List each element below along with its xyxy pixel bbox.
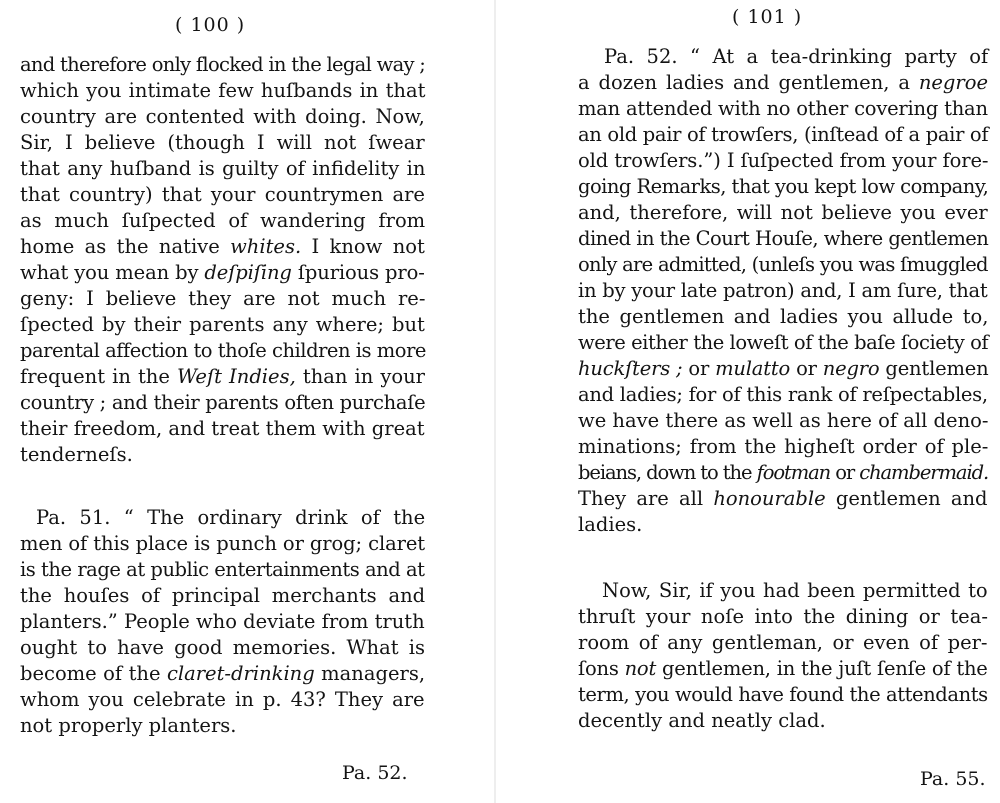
italic-span: claret-drinking xyxy=(166,662,315,685)
text-line xyxy=(20,234,425,260)
text-line: men of this place is punch or grog; claret xyxy=(20,532,426,555)
text-line: planters.” People who deviate from truth xyxy=(20,610,425,633)
text-span: gentlemen and xyxy=(825,487,988,510)
text-line: ſpected by their parents any where; but xyxy=(20,313,425,336)
text-line xyxy=(20,260,425,286)
text-line: country are contented with doing. Now, xyxy=(20,105,425,128)
text-span: home as the native xyxy=(20,235,231,258)
text-line xyxy=(578,70,988,96)
text-line: and, therefore, will not believe you ever xyxy=(578,201,988,224)
text-span: or xyxy=(682,357,716,380)
text-line: Pa. 52. “ At a tea-drinking party of xyxy=(604,45,989,68)
italic-span: honourable xyxy=(713,487,826,510)
text-span: gentlemen xyxy=(879,357,989,380)
italic-span: Weſt Indies, xyxy=(176,365,296,388)
text-line xyxy=(20,364,425,390)
text-line: the gentlemen and ladies you allude to, xyxy=(578,305,989,328)
text-line xyxy=(578,356,988,382)
italic-span: mulatto xyxy=(715,357,791,380)
text-line: were either the loweſt of the baſe ſociety of xyxy=(578,331,989,354)
text-span: what you mean by xyxy=(20,261,205,284)
text-line: and therefore only flocked in the legal way ; xyxy=(20,53,426,76)
text-line: parental affection to thoſe children is more xyxy=(20,339,426,362)
left-page xyxy=(0,0,490,803)
italic-span: footman xyxy=(756,461,831,484)
italic-span: negroe xyxy=(918,71,989,94)
text-line: is the rage at public entertainments and at xyxy=(20,558,425,581)
text-line: in by your late patron) and, I am ſure, that xyxy=(578,279,988,302)
text-line: ladies. xyxy=(578,513,643,536)
text-span: become of the xyxy=(20,662,167,685)
text-line: only are admitted, (unleſs you was ſmuggled xyxy=(578,253,988,276)
italic-span: negro xyxy=(822,357,880,380)
text-span: ſpurious pro- xyxy=(291,261,425,284)
text-line: we have there as well as here of all deno- xyxy=(578,409,989,432)
text-line: decently and neatly clad. xyxy=(578,709,826,732)
text-line: Pa. 51. “ The ordinary drink of the xyxy=(36,506,426,529)
text-line: not properly planters. xyxy=(20,714,237,737)
text-span: managers, xyxy=(314,662,426,685)
right-page xyxy=(500,0,1000,803)
text-line xyxy=(578,460,988,486)
text-line: old trowſers.”) I ſuſpected from your fore- xyxy=(578,149,989,172)
text-line: thruſt your noſe into the dining or tea- xyxy=(578,605,988,628)
text-line: and ladies; for of this rank of reſpectables, xyxy=(578,383,988,406)
catchword: Pa. 52. xyxy=(342,762,408,784)
text-line: Sir, I believe (though I will not ſwear xyxy=(20,131,425,154)
text-span: frequent in the xyxy=(20,365,177,388)
text-line: an old pair of trowſers, (inſtead of a pair of xyxy=(578,123,989,146)
text-line: which you intimate few huſbands in that xyxy=(20,79,426,102)
page-number-101: ( 101 ) xyxy=(732,6,803,28)
italic-span: whites. xyxy=(230,235,302,258)
italic-span: deſpiſing xyxy=(204,261,292,284)
text-line: room of any gentleman, or even of per- xyxy=(578,631,988,654)
page-number-100: ( 100 ) xyxy=(175,14,246,36)
text-line: country ; and their parents often purchaſe xyxy=(20,391,426,414)
text-line: as much ſuſpected of wandering from xyxy=(20,209,426,232)
catchword: Pa. 55. xyxy=(920,768,986,790)
text-span: ſons xyxy=(578,657,625,680)
italic-span: huckſters ; xyxy=(578,357,683,380)
text-line: minations; from the higheſt order of ple- xyxy=(578,435,989,458)
text-line: term, you would have found the attendants xyxy=(578,683,988,706)
text-span: I know not xyxy=(301,235,425,258)
text-line: tenderneſs. xyxy=(20,443,133,466)
text-line: that any huſband is guilty of infidelity in xyxy=(20,157,426,180)
text-line: that country) that your countrymen are xyxy=(20,183,425,206)
text-line: the houſes of principal merchants and xyxy=(20,584,426,607)
text-line: man attended with no other covering than xyxy=(578,97,988,120)
text-line: Now, Sir, if you had been permitted to xyxy=(602,579,988,602)
text-span: They are all xyxy=(578,487,714,510)
text-line: going Remarks, that you kept low company, xyxy=(578,175,989,198)
text-line: their freedom, and treat them with great xyxy=(20,417,425,440)
text-line: whom you celebrate in p. 43? They are xyxy=(20,688,425,711)
italic-span: chambermaid. xyxy=(859,461,989,484)
text-span: than in your xyxy=(295,365,425,388)
text-span: or xyxy=(830,461,860,484)
text-line xyxy=(578,486,988,512)
text-line: dined in the Court Houſe, where gentlemen xyxy=(578,227,989,250)
text-line: geny: I believe they are not much re- xyxy=(20,287,426,310)
text-line: ought to have good memories. What is xyxy=(20,636,426,659)
text-span: a dozen ladies and gentlemen, a xyxy=(578,71,919,94)
text-span: beians, down to the xyxy=(578,461,757,484)
italic-span: not xyxy=(624,657,657,680)
page-gutter xyxy=(494,0,496,803)
text-line xyxy=(578,656,988,682)
text-span: or xyxy=(790,357,823,380)
text-span: gentlemen, in the juſt ſenſe of the xyxy=(656,657,988,680)
text-line xyxy=(20,661,425,687)
